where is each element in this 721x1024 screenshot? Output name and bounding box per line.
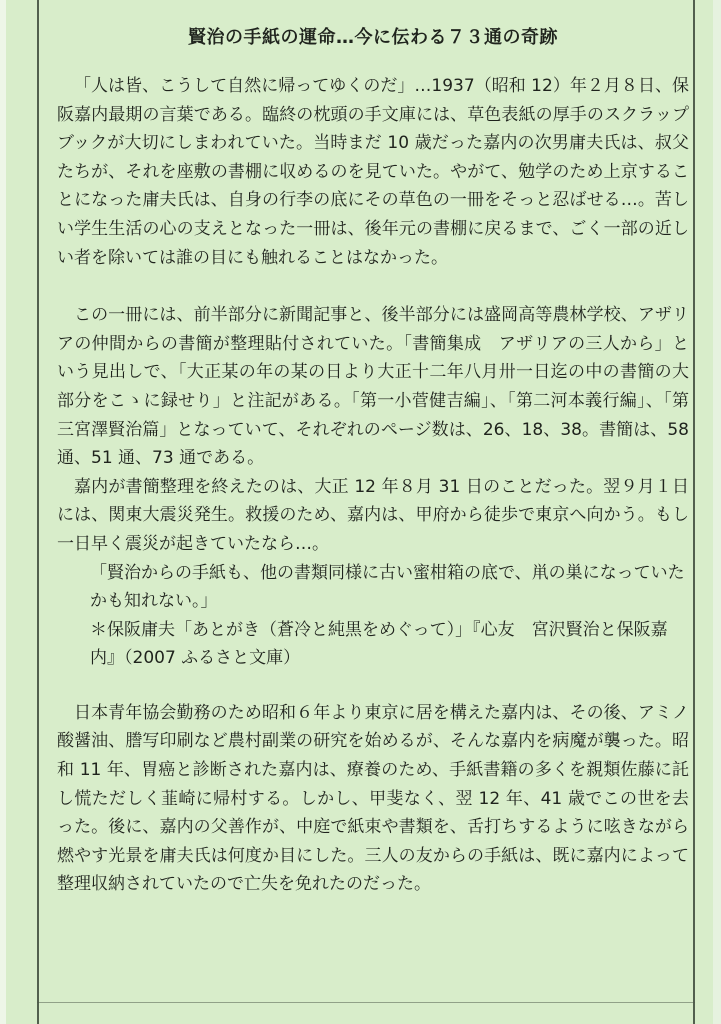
quote-block: 「賢治からの手紙も、他の書類同様に古い蜜柑箱の底で、鼡の巣になっていたかも知れない。」 — [90, 562, 685, 612]
paragraph-scrapbook: この一冊には、前半部分に新聞記事と、後半部分には盛岡高等農林学校、アザリアの仲間からの書簡が整理貼付されていた。「書簡集成 アザリアの三人から」という見出しで、「大正某の年の某の日より大正十二年八月卅一日迄の中の書簡の大部分をこゝに録せり」と注記がある。「第一小菅健吉編」、「第二河本義行編」、「第三宮澤賢治篇」となっていて、それぞれのページ数は、26、18、38。書簡は、58 通、51 通、73 通である。 — [57, 305, 689, 469]
frame-bottom-border — [37, 1002, 695, 1003]
paragraph-earthquake: 嘉内が書簡整理を終えたのは、大正 12 年８月 31 日のことだった。翌９月１日には、関東大震災発生。救援のため、嘉内は、甲府から徒歩で東京へ向かう。もし一日早く震災が起きていたなら…。 — [57, 476, 689, 554]
citation: ＊保阪庸夫「あとがき（蒼冷と純黒をめぐって）」『心友 宮沢賢治と保阪嘉内』（2007 ふるさと文庫） — [90, 619, 668, 669]
paragraph-illness: 日本青年協会勤務のため昭和６年より東京に居を構えた嘉内は、その後、アミノ酸醤油、謄写印刷など農村副業の研究を始めるが、そんな嘉内を病魔が襲った。昭和 11 年、胃癌と診断された嘉内は、療養のため、手紙書籍の多くを親類佐藤に託し慌ただしく韮崎に帰村する。しかし、甲斐なく、翌 12 年、41 歳でこの世を去った。後に、嘉内の父善作が、中庭で紙束や書類を、舌打ちするように呟きながら燃やす光景を庸夫氏は何度か目にした。三人の友からの手紙は、既に嘉内によって整理収納されていたので亡失を免れたのだった。 — [57, 702, 689, 895]
paragraph-last-words: 「人は皆、こうして自然に帰ってゆくのだ」…1937（昭和 12）年２月８日、保阪嘉内最期の言葉である。臨終の枕頭の手文庫には、草色表紙の厚手のスクラップブックが大切にしまわれていた。当時まだ 10 歳だった嘉内の次男庸夫氏は、叔父たちが、それを座敷の書棚に収めるのを見ていた。やがて、勉学のため上京することになった庸夫氏は、自身の行李の底にその草色の一冊をそっと忍ばせる…。苦しい学生生活の心の支えとなった一冊は、後年元の書棚に戻るまで、ごく一部の近しい者を除いては誰の目にも触れることはなかった。 — [57, 76, 689, 268]
paragraph-spacer — [57, 272, 689, 301]
scan-edge-left — [0, 0, 6, 1024]
paragraph-spacer — [57, 673, 689, 699]
frame-left-border — [37, 0, 39, 1024]
document-content — [57, 22, 689, 899]
page-title: 賢治の手紙の運命…今に伝わる７３通の奇跡 — [188, 27, 558, 48]
scan-edge-right — [713, 0, 721, 1024]
frame-right-border — [693, 0, 695, 1024]
